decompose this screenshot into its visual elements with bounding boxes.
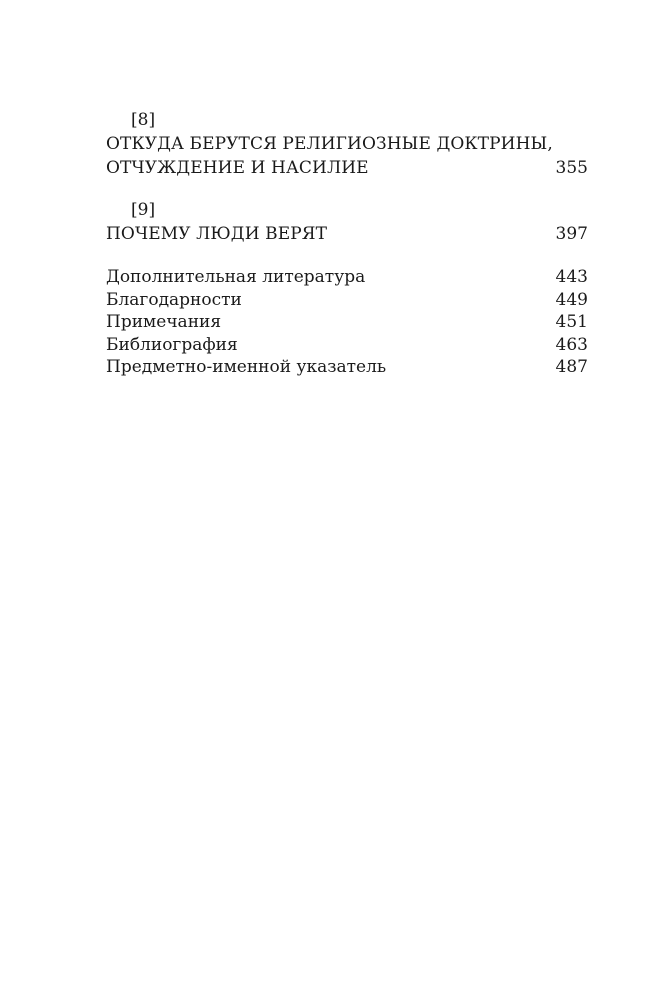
chapter-title-line: ПОЧЕМУ ЛЮДИ ВЕРЯТ [106,224,328,244]
page-number: 397 [555,224,588,244]
page-number: 355 [555,158,588,178]
table-of-contents [106,108,588,379]
entry-title: Дополнительная литература [106,267,366,287]
entry-title: Предметно-именной указатель [106,357,387,377]
entry-title: Примечания [106,312,222,332]
list-item [106,266,588,289]
page-number: 487 [555,357,588,377]
chapter-number: [9] [131,200,156,220]
chapter-title-line: ОТКУДА БЕРУТСЯ РЕЛИГИОЗНЫЕ ДОКТРИНЫ, [106,134,553,154]
chapter-title-line: ОТЧУЖДЕНИЕ И НАСИЛИЕ [106,158,369,178]
back-matter-list [106,266,588,379]
list-item [106,356,588,379]
page-number: 463 [555,334,588,355]
chapter-number: [8] [131,110,156,130]
list-item [106,311,588,334]
chapter-entry [106,108,588,180]
list-item [106,289,588,312]
entry-title: Благодарности [106,289,242,310]
list-item [106,334,588,357]
page-number: 449 [555,289,588,310]
chapter-entry [106,198,588,246]
page-number: 443 [555,267,588,287]
page-number: 451 [555,312,588,332]
entry-title: Библиография [106,334,238,355]
